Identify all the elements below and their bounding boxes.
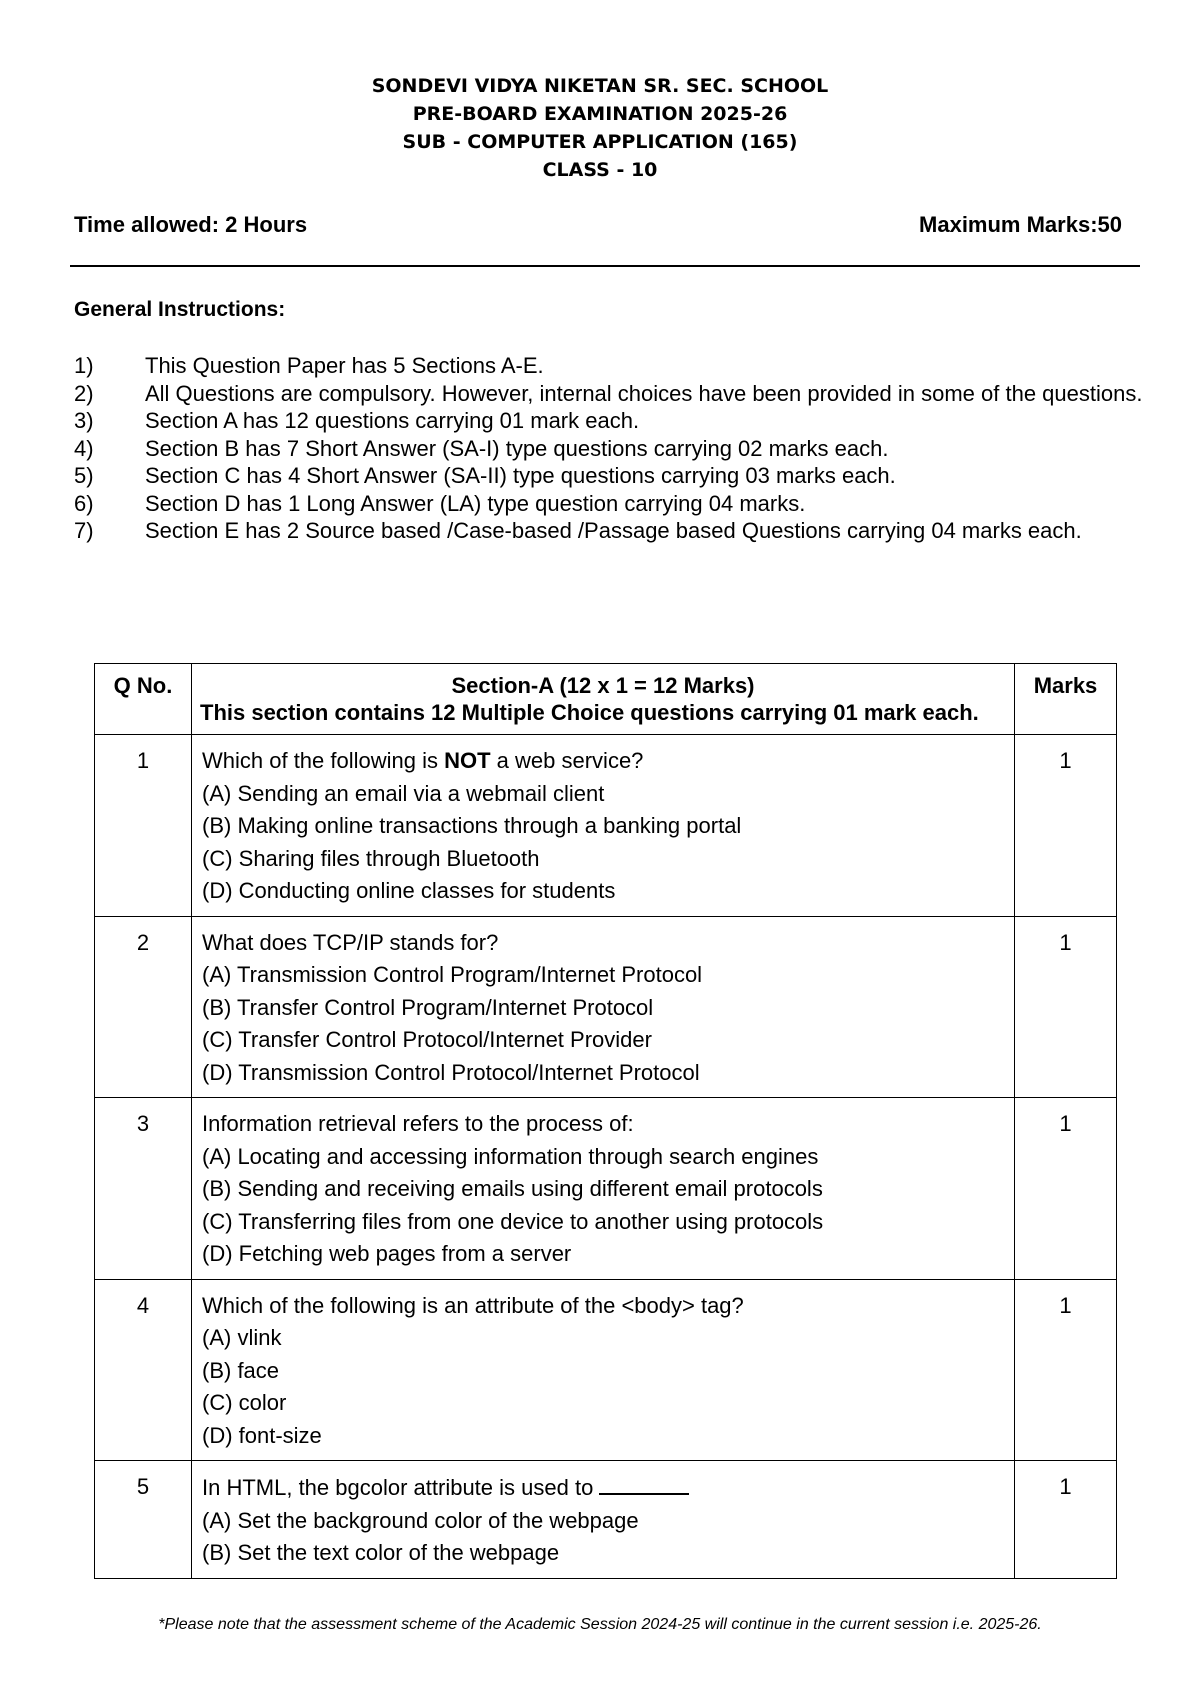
instruction-item: 1) This Question Paper has 5 Sections A-E. <box>74 353 544 378</box>
document-header <box>0 72 1200 184</box>
question-marks: 1 <box>1015 735 1117 917</box>
question-cell <box>192 1098 1015 1280</box>
marks-header: Marks <box>1015 664 1117 735</box>
option: (A) Locating and accessing information through search engines <box>202 1143 819 1169</box>
maximum-marks: Maximum Marks:50 <box>919 212 1122 237</box>
instruction-item: 3) Section A has 12 questions carrying 01 mark each. <box>74 408 640 433</box>
table-row <box>95 735 1117 917</box>
question-number: 2 <box>95 916 192 1098</box>
question-marks: 1 <box>1015 1461 1117 1579</box>
instruction-item: 7) Section E has 2 Source based /Case-based /Passage based Questions carrying 04 marks each. <box>74 518 1082 543</box>
instruction-item: 6) Section D has 1 Long Answer (LA) type question carrying 04 marks. <box>74 490 806 516</box>
option: (C) Transfer Control Protocol/Internet Provider <box>202 1027 652 1052</box>
subject-name: SUB - COMPUTER APPLICATION (165) <box>402 131 798 153</box>
question-cell <box>192 916 1015 1098</box>
table-row <box>95 1279 1117 1461</box>
question-marks: 1 <box>1015 916 1117 1098</box>
question-stem: What does TCP/IP stands for? <box>202 929 499 955</box>
question-cell <box>192 735 1015 917</box>
exam-name: PRE-BOARD EXAMINATION 2025-26 <box>412 103 788 125</box>
header-divider <box>70 265 1140 267</box>
option: (A) vlink <box>202 1325 282 1350</box>
section-header <box>192 664 1015 735</box>
option: (D) font-size <box>202 1422 322 1448</box>
option: (B) Sending and receiving emails using different email protocols <box>202 1176 823 1201</box>
instructions-list <box>74 352 1144 545</box>
question-table <box>94 663 1117 1579</box>
exam-meta <box>74 212 1122 238</box>
option: (C) color <box>202 1390 287 1415</box>
table-row <box>95 1098 1117 1280</box>
question-cell <box>192 1279 1015 1461</box>
option: (A) Transmission Control Program/Internet Protocol <box>202 962 703 987</box>
table-row <box>95 1461 1117 1579</box>
table-row <box>95 916 1117 1098</box>
option: (A) Sending an email via a webmail client <box>202 780 605 806</box>
option: (C) Transferring files from one device to another using protocols <box>202 1208 824 1234</box>
instruction-item: 2) All Questions are compulsory. However, internal choices have been provided in some of the questions. <box>74 380 1143 406</box>
option: (D) Transmission Control Protocol/Internet Protocol <box>202 1059 700 1085</box>
question-cell <box>192 1461 1015 1579</box>
question-marks: 1 <box>1015 1098 1117 1280</box>
option: (C) Sharing files through Bluetooth <box>202 845 540 871</box>
question-stem: Information retrieval refers to the process of: <box>202 1111 634 1136</box>
time-allowed: Time allowed: 2 Hours <box>74 212 308 237</box>
footnote: *Please note that the assessment scheme of the Academic Session 2024-25 will continue in the current session i.e. 2025-26. <box>158 1616 1042 1633</box>
fill-in-blank <box>599 1471 689 1495</box>
option: (B) Set the text color of the webpage <box>202 1540 560 1565</box>
school-name: SONDEVI VIDYA NIKETAN SR. SEC. SCHOOL <box>371 75 829 97</box>
emphasis-not: NOT <box>444 748 491 773</box>
question-number: 1 <box>95 735 192 917</box>
table-header-row <box>95 664 1117 735</box>
instruction-item: 5) Section C has 4 Short Answer (SA-II) type questions carrying 03 marks each. <box>74 463 896 488</box>
question-stem: Which of the following is an attribute of the <body> tag? <box>202 1292 744 1318</box>
option: (B) Making online transactions through a banking portal <box>202 813 742 838</box>
option: (A) Set the background color of the webpage <box>202 1507 639 1533</box>
option: (D) Conducting online classes for students <box>202 878 616 903</box>
question-number: 5 <box>95 1461 192 1579</box>
section-description: This section contains 12 Multiple Choice questions carrying 01 mark each. <box>200 700 979 725</box>
option: (D) Fetching web pages from a server <box>202 1241 572 1266</box>
question-number: 3 <box>95 1098 192 1280</box>
instructions-title: General Instructions: <box>74 298 286 321</box>
option: (B) Transfer Control Program/Internet Protocol <box>202 994 654 1020</box>
question-marks: 1 <box>1015 1279 1117 1461</box>
qno-header: Q No. <box>95 664 192 735</box>
instruction-item: 4) Section B has 7 Short Answer (SA-I) type questions carrying 02 marks each. <box>74 435 889 461</box>
option: (B) face <box>202 1357 280 1383</box>
question-stem: Which of the following is NOT a web service? <box>202 748 644 773</box>
question-stem: In HTML, the bgcolor attribute is used to <box>202 1471 1006 1505</box>
class-name: CLASS - 10 <box>542 159 658 181</box>
section-title: Section-A (12 x 1 = 12 Marks) <box>451 673 755 698</box>
question-number: 4 <box>95 1279 192 1461</box>
